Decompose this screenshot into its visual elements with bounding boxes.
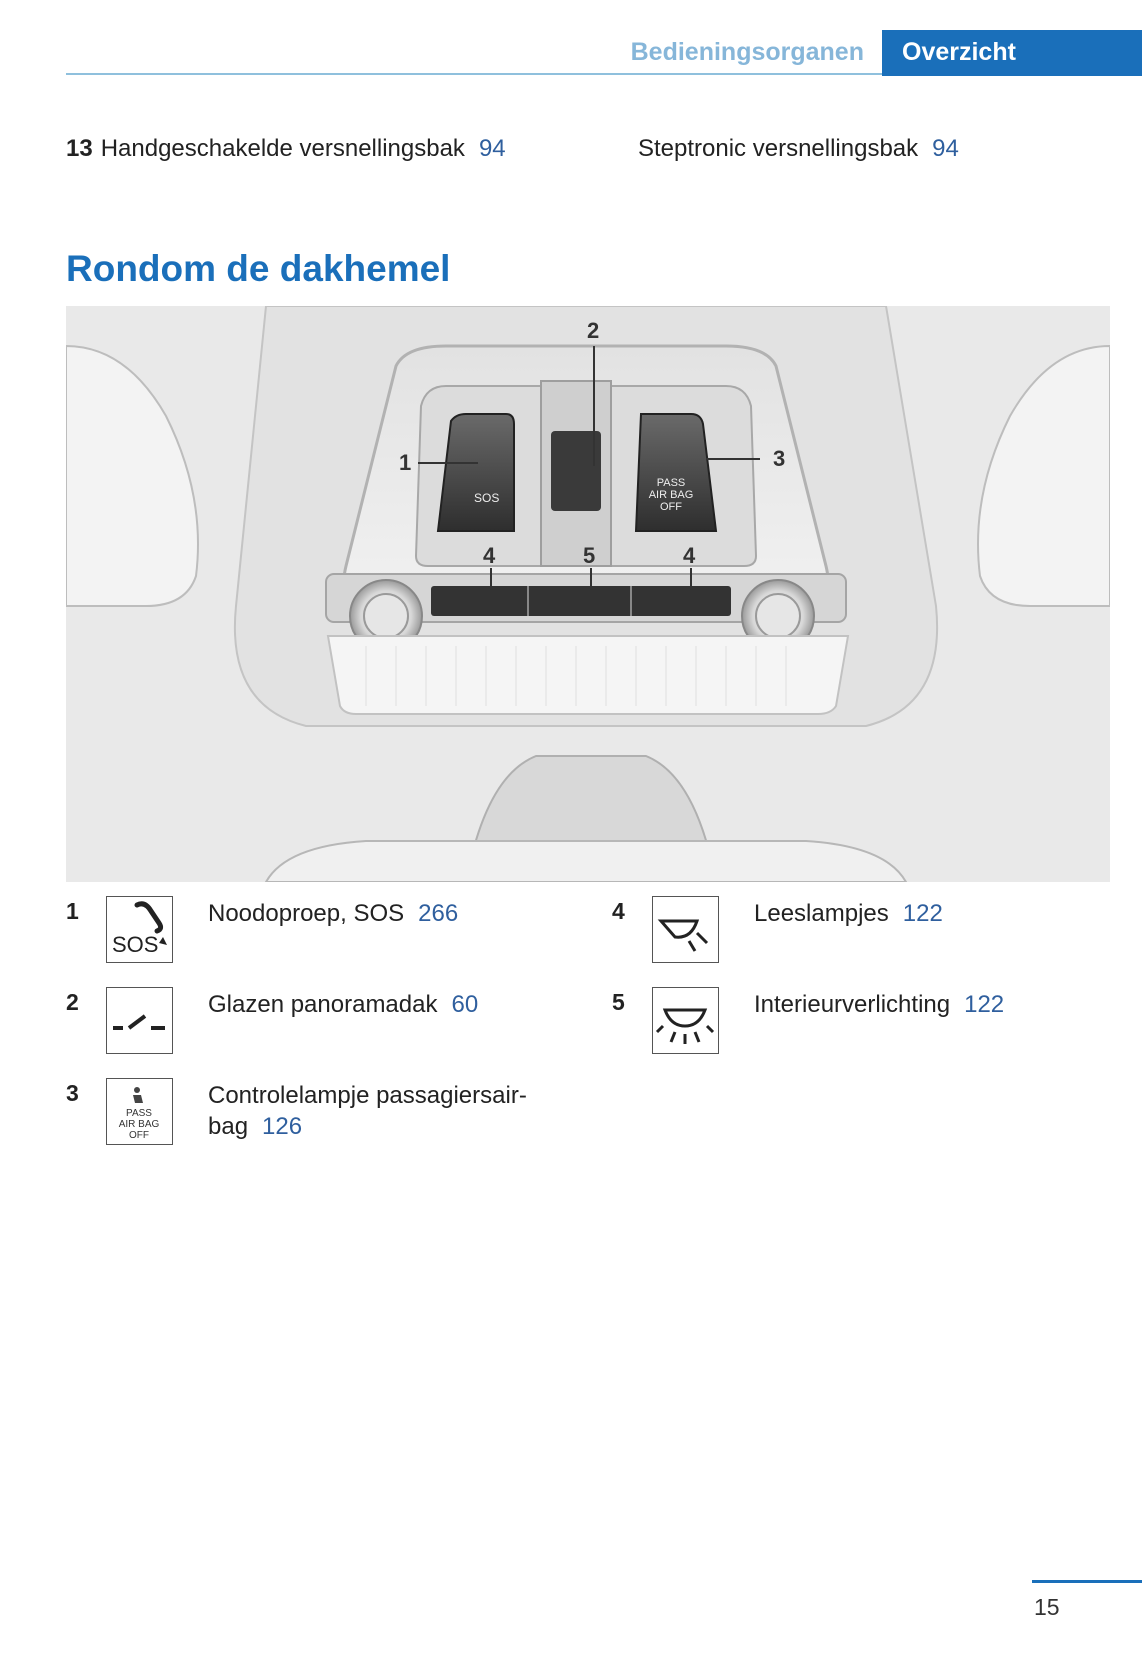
airbag-label-3: OFF [660,501,682,513]
legend-number: 2 [66,989,79,1015]
page-reference[interactable]: 60 [451,991,479,1018]
airbag-off-icon [106,1078,173,1145]
page-reference[interactable]: 94 [932,135,959,162]
page-number: 15 [1034,1594,1060,1620]
airbag-icon-text-2: AIR BAG [118,1119,160,1130]
legend-text: Noodoproep, SOS 266 [208,900,459,927]
callout-4-left: 4 [483,543,496,568]
airbag-icon-text-1: PASS [126,1108,152,1119]
header-rule [66,73,882,75]
legend-text: Controlelampje passagiersair- bag 126 [208,1082,527,1140]
airbag-label-1: PASS [656,477,686,489]
legend-number: 4 [612,898,625,924]
page-reference[interactable]: 94 [478,135,506,162]
sos-phone-icon [106,896,173,963]
airbag-label-2: AIR BAG [648,489,694,501]
footer-rule [1032,1580,1142,1583]
legend-text: Leeslampjes 122 [754,900,943,927]
running-header-tab: Overzicht [882,30,1142,76]
legend-text: Interieurverlichting 122 [754,991,1005,1018]
legend-number: 1 [66,898,79,924]
section-title: Rondom de dakhemel [66,248,451,289]
callout-2: 2 [587,318,600,343]
reference-manual-gearbox [66,135,506,163]
roof-console-illustration [66,306,1110,882]
legend-text: Glazen panoramadak 60 [208,991,479,1018]
legend-number: 3 [66,1080,79,1106]
running-header-section: Bedieningsorganen [630,38,864,66]
interior-light-icon [652,987,719,1054]
callout-5: 5 [583,543,596,568]
roof-console-figure [66,306,1110,882]
callout-3: 3 [773,446,786,471]
legend-item-4 [612,898,1112,968]
airbag-icon-text-3: OFF [129,1130,149,1141]
panorama-roof-icon [106,987,173,1054]
legend-item-3 [66,1080,566,1160]
legend-item-1 [66,898,566,968]
page-reference[interactable]: 266 [418,900,459,927]
sos-icon-text: SOS [112,932,159,957]
page-reference[interactable]: 126 [262,1113,303,1140]
page-reference[interactable]: 122 [902,900,943,927]
legend-item-2 [66,989,566,1059]
callout-4-right: 4 [683,543,696,568]
reference-text: Handgeschakelde versnellingsbak [100,135,465,162]
legend-number: 5 [612,989,625,1015]
sos-button-label: SOS [474,491,500,505]
reference-number: 13 [66,135,93,162]
page-reference[interactable]: 122 [964,991,1005,1018]
legend-item-5 [612,989,1112,1059]
reference-steptronic [638,135,959,163]
callout-1: 1 [399,450,412,475]
reading-lamp-icon [652,896,719,963]
reference-text: Steptronic versnellingsbak [638,135,919,162]
